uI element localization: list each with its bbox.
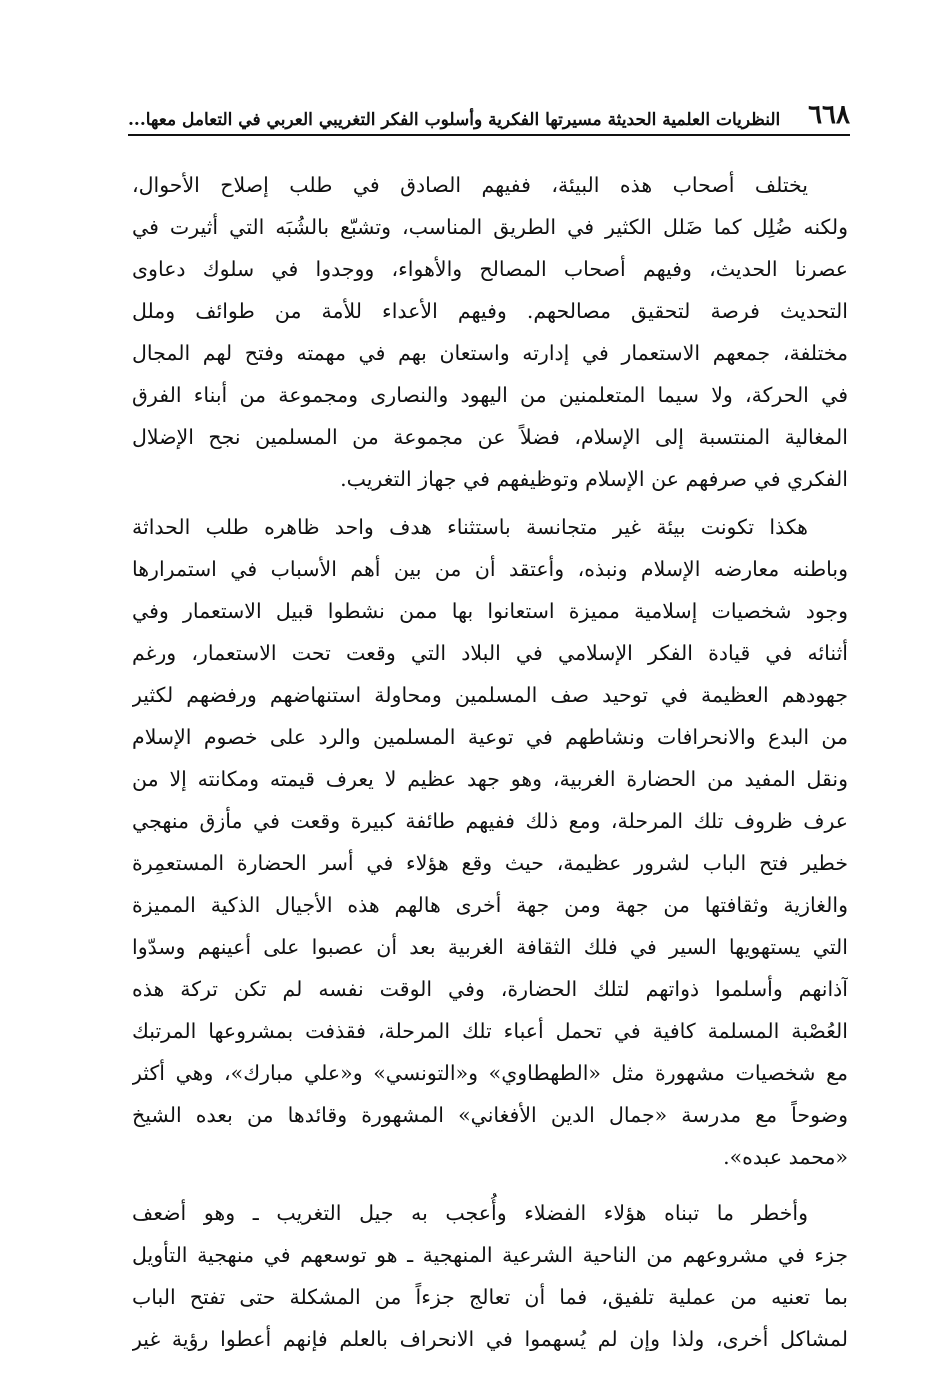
text-line: من البدع والانحرافات ونشاطهم في توعية المسلمين والرد على خصوم الإسلام — [132, 725, 848, 749]
text-line: جزء في مشروعهم من الناحية الشرعية المنهجية ـ هو توسعهم في منهجية التأويل — [132, 1243, 848, 1267]
running-header-title: النظريات العلمية الحديثة مسيرتها الفكرية وأسلوب الفكر التغريبي العربي في التعامل معها... — [128, 110, 781, 130]
running-header — [128, 96, 850, 136]
text-line: عصرنا الحديث، وفيهم أصحاب المصالح والأهواء، ووجدوا في سلوك دعاوى — [132, 257, 848, 281]
paragraph-1 — [132, 164, 848, 500]
paragraph-2 — [132, 506, 848, 1178]
text-line: خطير فتح الباب لشرور عظيمة، حيث وقع هؤلاء في أسر الحضارة المستعمِرة — [132, 851, 848, 875]
text-line: التحديث فرصة لتحقيق مصالحهم. وفيهم الأعداء للأمة من طوائف وملل — [132, 299, 848, 323]
text-line: الفكري في صرفهم عن الإسلام وتوظيفهم في جهاز التغريب. — [340, 467, 848, 491]
text-line: لمشاكل أخرى، ولذا وإن لم يُسهموا في الانحراف بالعلم فإنهم أعطوا رؤية غير — [132, 1327, 848, 1351]
text-line: بما تعنيه من عملية تلفيق، فما أن تعالج جزءاً من المشكلة حتى تفتح الباب — [132, 1285, 848, 1309]
text-line: «محمد عبده». — [723, 1145, 848, 1169]
text-line: عرف ظروف تلك المرحلة، ومع ذلك ففيهم طائفة كبيرة وقعت في مأزق منهجي — [132, 809, 848, 833]
text-line: وباطنه معارضه الإسلام ونبذه، وأعتقد أن من بين أهم الأسباب في استمرارها — [132, 557, 848, 581]
text-line: التي يستهويها السير في فلك الثقافة الغربية بعد أن عصبوا على أعينهم وسدّوا — [132, 935, 848, 959]
page-number: ٦٦٨ — [808, 100, 850, 130]
text-line: يختلف أصحاب هذه البيئة، ففيهم الصادق في طلب إصلاح الأحوال، — [132, 173, 808, 197]
text-line: مع شخصيات مشهورة مثل «الطهطاوي» و«التونسي» و«علي مبارك»، وهي أكثر — [132, 1061, 848, 1085]
text-line: مختلفة، جمعهم الاستعمار في إدارته واستعان بهم في مهمته وفتح لهم المجال — [132, 341, 848, 365]
paragraph-3 — [132, 1192, 848, 1360]
text-line: هكذا تكونت بيئة غير متجانسة باستثناء هدف واحد ظاهره طلب الحداثة — [132, 515, 808, 539]
text-line: وجود شخصيات إسلامية مميزة استعانوا بها ممن نشطوا قبيل الاستعمار وفي — [132, 599, 848, 623]
text-line: المغالية المنتسبة إلى الإسلام، فضلاً عن مجموعة من المسلمين نجح الإضلال — [132, 425, 848, 449]
text-line: العُصْبة المسلمة كافية في تحمل أعباء تلك المرحلة، فقذفت بمشروعها المرتبك — [132, 1019, 848, 1043]
text-line: والغازية وثقافتها من جهة ومن جهة أخرى هالهم هذه الأجيال الذكية المميزة — [132, 893, 848, 917]
text-line: أثنائه في قيادة الفكر الإسلامي في البلاد التي وقعت تحت الاستعمار، ورغم — [132, 641, 848, 665]
text-line: ونقل المفيد من الحضارة الغربية، وهو جهد عظيم لا يعرف قيمته ومكانته إلا من — [132, 767, 848, 791]
text-line: آذانهم وأسلموا ذواتهم لتلك الحضارة، وفي الوقت نفسه لم تكن تركة هذه — [132, 977, 848, 1001]
text-line: في الحركة، ولا سيما المتعلمنين من اليهود والنصارى ومجموعة من أبناء الفرق — [132, 383, 848, 407]
paragraph-gap — [132, 1178, 848, 1192]
text-line: وأخطر ما تبناه هؤلاء الفضلاء وأُعجب به جيل التغريب ـ وهو أضعف — [132, 1201, 808, 1225]
text-line: ولكنه ضُلِل كما ضَلل الكثير في الطريق المناسب، وتشبّع بالشُبَه التي أثيرت في — [132, 215, 848, 239]
text-line: وضوحاً مع مدرسة «جمال الدين الأفغاني» المشهورة وقائدها من بعده الشيخ — [132, 1103, 848, 1127]
text-line: جهودهم العظيمة في توحيد صف المسلمين ومحاولة استنهاضهم ورفضهم لكثير — [132, 683, 848, 707]
body-text — [132, 164, 848, 1360]
